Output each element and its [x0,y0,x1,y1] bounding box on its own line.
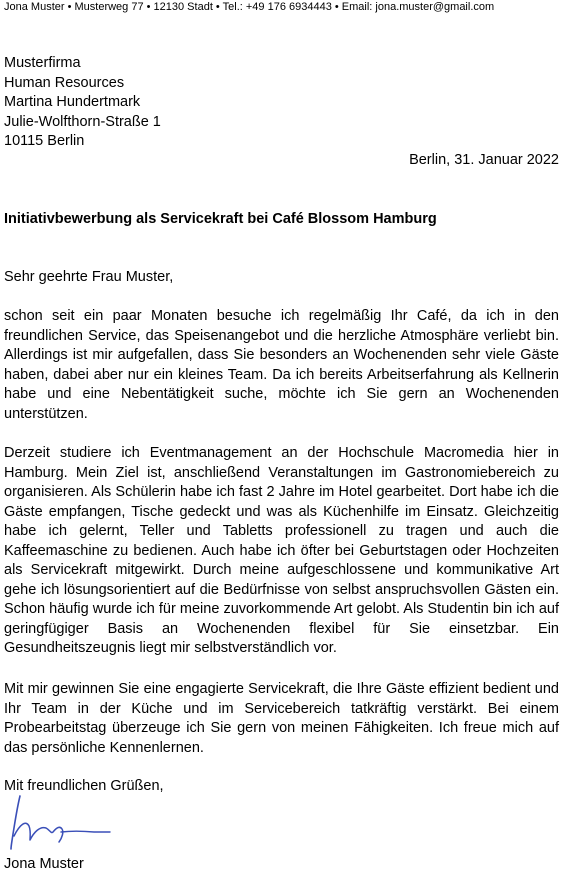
body-paragraph: schon seit ein paar Monaten besuche ich regelmäßig Ihr Café, da ich in den freundlichen Service, das Speisenangebot und die herzliche Atmosphäre verliebt bin. Allerdings ist mir aufgefallen, dass Sie besonders an Wochenenden sehr viele Gäste haben, dabei aber nur ein kleines Team. Da ich bereits Arbeitserfahrung als Kellnerin habe und eine Nebentätigkeit suche, möchte ich Sie gern an Wochenenden unterstützen. [4,308,559,422]
recipient-company: Musterfirma [4,55,81,71]
signature-icon [4,794,116,856]
recipient-street: Julie-Wolfthorn-Straße 1 [4,113,161,130]
letter-date: Berlin, 31. Januar 2022 [409,152,559,168]
body-paragraph: Mit mir gewinnen Sie eine engagierte Servicekraft, die Ihre Gäste effizient bedient und Ihr Team in der Küche und im Servicebereich tatkräftig verstärkt. Bei einem Probearbeitstag überzeuge ich Sie gern von meinen Fähigkeiten. Ich freue mich auf das persönliche Kennenlernen. [4,681,559,756]
recipient-person: Martina Hundertmark [4,94,141,111]
sender-contact-line: Jona Muster • Musterweg 77 • 12130 Stadt • Tel.: +49 176 6934443 • Email: jona.muster@gmail.com [4,1,495,13]
recipient-city: 10115 Berlin [4,133,85,150]
letter-subject: Initiativbewerbung als Servicekraft bei Café Blossom Hamburg [4,211,437,227]
body-paragraph: Derzeit studiere ich Eventmanagement an der Hochschule Macromedia hier in Hamburg. Mein Ziel ist, anschließend Veranstaltungen im Gastronomiebereich zu organisieren. Als Schülerin habe ich fast 2 Jahre im Hotel gearbeitet. Dort habe ich die Gäste empfangen, Tische gedeckt und was als Küchenhilfe im Einsatz. Gleichzeitig habe ich gelernt, Teller und Tabletts professionell zu tragen und auch die Kaffeemaschine zu bedienen. Auch habe ich öfter bei Geburtstagen oder Hochzeiten als Servicekraft mitgewirkt. Durch meine aufgeschlossene und kommunikative Art gehe ich lösungsorientiert auf die Bedürfnisse von selbst anspruchsvollen Gästen ein. Schon häufig wurde ich für meine zuvorkommende Art gelobt. Als Studentin bin ich auf geringfügiger Basis an Wochenenden flexibel für Sie einsetzbar. Ein Gesundheitszeugnis liegt mir selbstverständlich vor. [4,445,559,657]
recipient-address [4,54,161,152]
recipient-department: Human Resources [4,74,125,91]
closing-phrase: Mit freundlichen Grüßen, [4,778,164,794]
salutation: Sehr geehrte Frau Muster, [4,269,174,285]
sender-name: Jona Muster [4,856,84,872]
